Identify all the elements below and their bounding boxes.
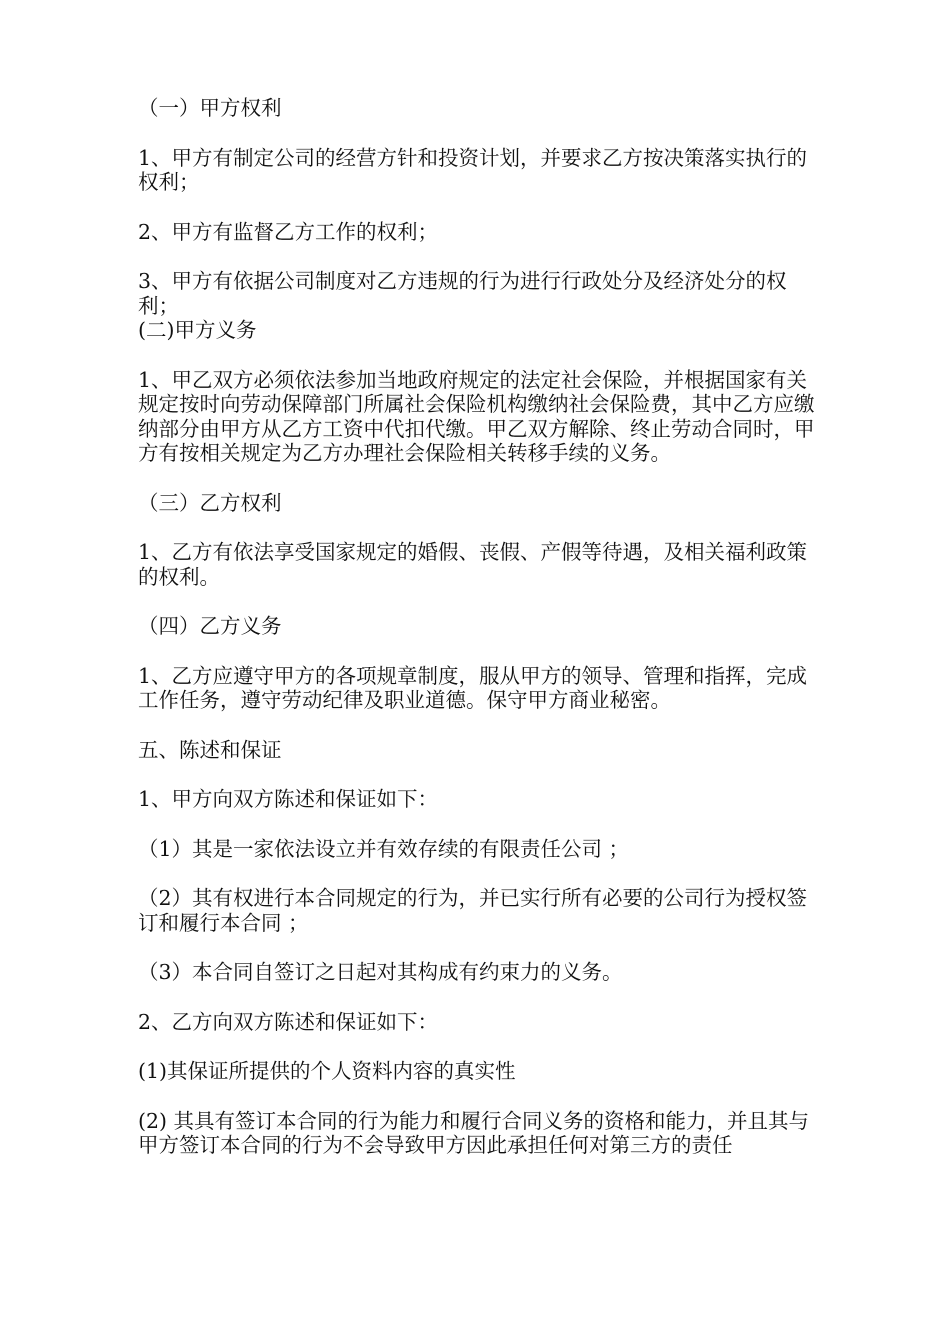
paragraph: 2、甲方有监督乙方工作的权利； [138, 219, 439, 244]
paragraph: 3、甲方有依据公司制度对乙方违规的行为进行行政处分及经济处分的权利； [138, 269, 787, 318]
list-item: (2) 其具有签订本合同的行为能力和履行合同义务的资格和能力，并且其与甲方签订本合同的行为不会导致甲方因此承担任何对第三方的责任 [138, 1108, 810, 1157]
document-body [138, 96, 818, 1183]
section-heading-party-b-rights: （三）乙方权利 [138, 490, 282, 515]
paragraph: 1、甲方向双方陈述和保证如下： [138, 787, 439, 811]
paragraph: 1、甲方有制定公司的经营方针和投资计划，并要求乙方按决策落实执行的权利； [138, 145, 808, 194]
list-item: （2）其有权进行本合同规定的行为，并已实行所有必要的公司行为授权签订和履行本合同 ； [138, 886, 808, 935]
section-heading-representations: 五、陈述和保证 [138, 737, 282, 762]
section-heading-party-a-obligations: (二)甲方义务 [138, 318, 257, 342]
section-heading-party-b-obligations: （四）乙方义务 [138, 614, 282, 638]
list-item: （1）其是一家依法设立并有效存续的有限责任公司 ； [138, 836, 630, 861]
list-item: （3）本合同自签订之日起对其构成有约束力的义务。 [138, 960, 623, 984]
paragraph: 2、乙方向双方陈述和保证如下： [138, 1009, 439, 1034]
list-item: (1)其保证所提供的个人资料内容的真实性 [138, 1059, 516, 1083]
section-heading-party-a-rights: （一）甲方权利 [138, 96, 282, 120]
paragraph: 1、乙方有依法享受国家规定的婚假、丧假、产假等待遇，及相关福利政策的权利。 [138, 540, 808, 589]
paragraph: 1、甲乙双方必须依法参加当地政府规定的法定社会保险，并根据国家有关规定按时向劳动保障部门所属社会保险机构缴纳社会保险费，其中乙方应缴纳部分由甲方从乙方工资中代扣代缴。甲乙双方解除、终止劳动合同时，甲方有按相关规定为乙方办理社会保险相关转移手续的义务。 [138, 367, 815, 465]
paragraph: 1、乙方应遵守甲方的各项规章制度，服从甲方的领导、管理和指挥，完成工作任务，遵守劳动纪律及职业道德。保守甲方商业秘密。 [138, 663, 808, 712]
